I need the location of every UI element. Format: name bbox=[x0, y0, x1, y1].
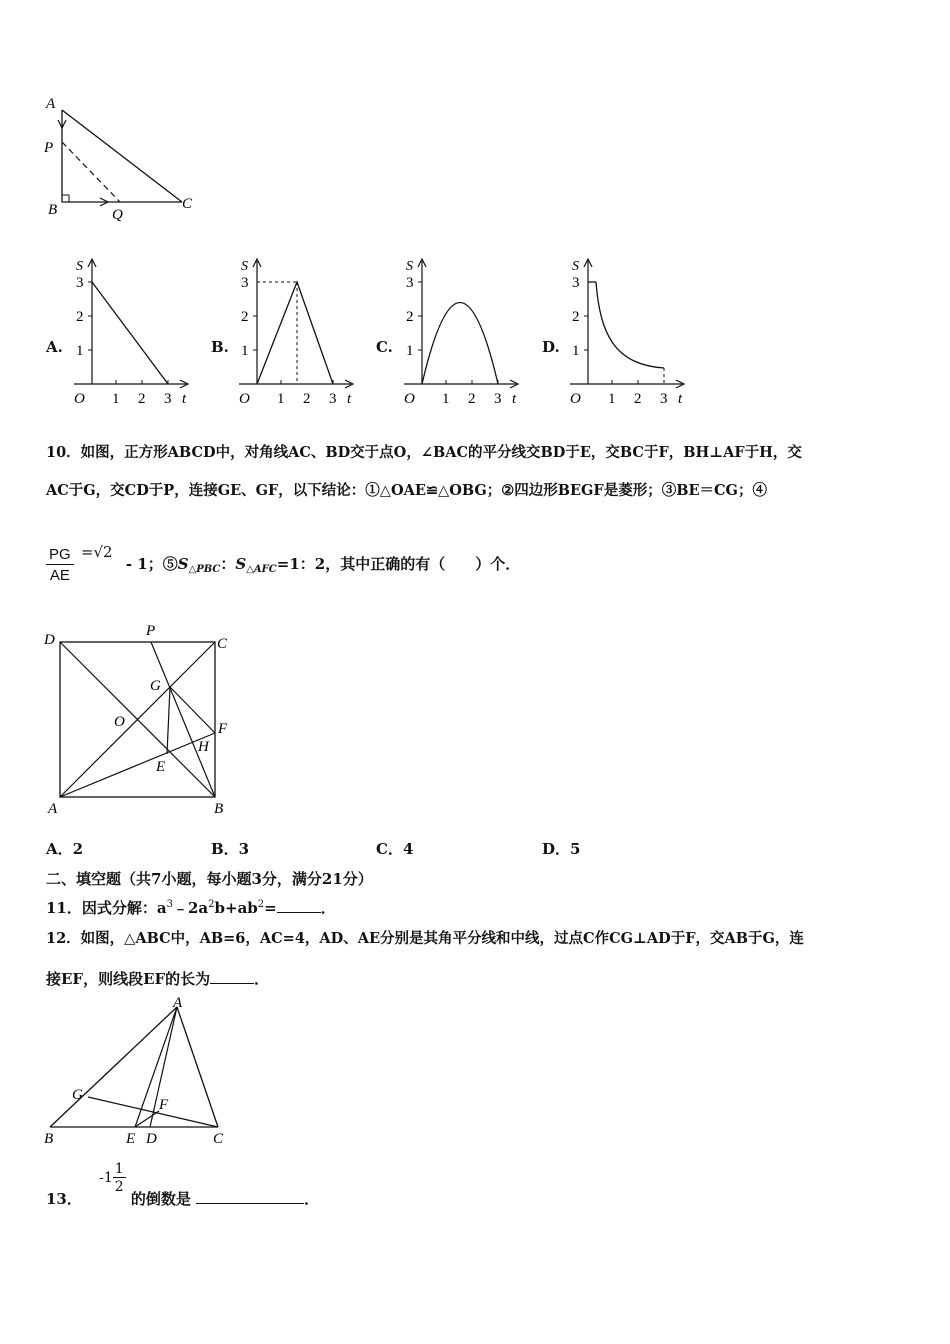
q13-mixed-number bbox=[99, 1162, 126, 1194]
q9-graph-d[interactable] bbox=[564, 253, 694, 411]
x-tick-2: 2 bbox=[468, 391, 476, 407]
q10-square-diagram bbox=[40, 620, 240, 820]
q13-line bbox=[46, 1162, 319, 1207]
label-C: C bbox=[182, 196, 193, 212]
y-tick-2: 2 bbox=[76, 309, 84, 325]
label-C: C bbox=[213, 1131, 224, 1147]
x-tick-1: 1 bbox=[112, 391, 120, 407]
label-G: G bbox=[150, 678, 161, 694]
q11-exp3: 2 bbox=[257, 899, 265, 910]
s-pbc: S bbox=[177, 555, 189, 573]
q11-answer-blank[interactable] bbox=[277, 899, 321, 913]
q9-triangle-diagram bbox=[40, 92, 210, 227]
label-E: E bbox=[156, 759, 166, 775]
x-axis-label: t bbox=[512, 391, 517, 407]
q13-end: ． bbox=[304, 1190, 320, 1208]
label-F: F bbox=[218, 721, 228, 737]
label-C: C bbox=[217, 636, 228, 652]
q12-answer-blank[interactable] bbox=[210, 970, 254, 984]
q9-graph-b[interactable] bbox=[233, 253, 363, 411]
label-A: A bbox=[173, 995, 183, 1011]
q11-line bbox=[46, 899, 336, 916]
fraction-denominator: AE bbox=[49, 567, 70, 584]
origin-label: O bbox=[239, 391, 250, 407]
x-tick-2: 2 bbox=[303, 391, 311, 407]
q12-line2-text: 接EF，则线段EF的长为 bbox=[46, 970, 211, 988]
q11-end: ． bbox=[320, 899, 336, 917]
q13-whole: -1 bbox=[99, 1170, 113, 1186]
label-B: B bbox=[214, 801, 224, 817]
y-tick-2: 2 bbox=[572, 309, 580, 325]
label-D: D bbox=[146, 1131, 157, 1147]
y-axis-label: S bbox=[241, 259, 248, 274]
q12-line1: 12．如图，△ABC中，AB=6，AC=4，AD、AE分别是其角平分线和中线，过点C作CG⊥AD于F，交AB于G，连 bbox=[46, 930, 804, 947]
q13-prefix: 13． bbox=[46, 1190, 82, 1208]
q12-line2 bbox=[46, 970, 269, 987]
label-G: G bbox=[72, 1087, 83, 1103]
q9-graph-a[interactable] bbox=[68, 253, 198, 411]
y-tick-1: 1 bbox=[572, 343, 580, 359]
line3-part-a: - 1；⑤ bbox=[125, 555, 178, 573]
y-axis-label: S bbox=[406, 259, 413, 274]
q9-option-b-label[interactable]: B. bbox=[211, 338, 229, 356]
x-tick-3: 3 bbox=[494, 391, 502, 407]
label-H: H bbox=[198, 739, 209, 755]
y-tick-3: 3 bbox=[406, 275, 414, 291]
q13-denominator: 2 bbox=[114, 1179, 124, 1195]
label-O: O bbox=[114, 714, 125, 730]
label-A: A bbox=[46, 96, 56, 112]
q9-graph-c[interactable] bbox=[398, 253, 528, 411]
q12-end: ． bbox=[254, 970, 270, 988]
q11-exp1: 3 bbox=[166, 899, 173, 910]
label-B: B bbox=[48, 202, 58, 218]
label-Q: Q bbox=[112, 207, 123, 223]
label-B: B bbox=[44, 1131, 54, 1147]
section-heading: 二、填空题（共7小题，每小题3分，满分21分） bbox=[46, 870, 373, 888]
x-axis-label: t bbox=[678, 391, 683, 407]
fraction-numerator: PG bbox=[46, 547, 74, 565]
x-tick-3: 3 bbox=[329, 391, 337, 407]
q13-fraction bbox=[113, 1162, 126, 1194]
ratio-colon: ： bbox=[220, 555, 236, 573]
q13-numerator: 1 bbox=[114, 1161, 124, 1177]
label-P: P bbox=[44, 140, 54, 156]
q9-option-c-label[interactable]: C. bbox=[376, 338, 393, 356]
y-tick-1: 1 bbox=[241, 343, 249, 359]
label-F: F bbox=[159, 1097, 169, 1113]
y-tick-1: 1 bbox=[406, 343, 414, 359]
equation-sqrt2: =√2 bbox=[80, 543, 113, 561]
x-tick-1: 1 bbox=[277, 391, 285, 407]
x-tick-3: 3 bbox=[660, 391, 668, 407]
q11-suffix: = bbox=[264, 899, 277, 917]
line3-part-b: =1：2，其中正确的有（ ）个． bbox=[276, 555, 521, 573]
q10-option-b[interactable]: B．3 bbox=[211, 840, 250, 858]
y-tick-3: 3 bbox=[76, 275, 84, 291]
x-tick-1: 1 bbox=[608, 391, 616, 407]
q9-option-d-label[interactable]: D. bbox=[542, 338, 560, 356]
origin-label: O bbox=[74, 391, 85, 407]
x-tick-2: 2 bbox=[138, 391, 146, 407]
origin-label: O bbox=[570, 391, 581, 407]
y-tick-3: 3 bbox=[241, 275, 249, 291]
y-axis-label: S bbox=[572, 259, 579, 274]
q13-answer-blank[interactable] bbox=[196, 1190, 304, 1204]
s-afc: S bbox=[235, 555, 247, 573]
label-E: E bbox=[126, 1131, 136, 1147]
label-P: P bbox=[146, 623, 156, 639]
x-tick-3: 3 bbox=[164, 391, 172, 407]
label-A: A bbox=[48, 801, 58, 817]
s-pbc-sub: △PBC bbox=[188, 564, 221, 575]
q13-text: 的倒数是 bbox=[130, 1190, 191, 1208]
q10-line2: AC于G，交CD于P，连接GE、GF，以下结论：①△OAE≌△OBG；②四边形BEGF是菱形；③BE＝CG；④ bbox=[46, 482, 767, 499]
q11-mid1: ﹣2a bbox=[172, 899, 209, 917]
y-axis-label: S bbox=[76, 259, 83, 274]
x-axis-label: t bbox=[182, 391, 187, 407]
x-axis-label: t bbox=[347, 391, 352, 407]
x-tick-2: 2 bbox=[634, 391, 642, 407]
q10-line1: 10．如图，正方形ABCD中，对角线AC、BD交于点O，∠BAC的平分线交BD于E，交BC于F，BH⊥AF于H，交 bbox=[46, 444, 802, 461]
y-tick-1: 1 bbox=[76, 343, 84, 359]
fraction-pg-ae bbox=[46, 547, 74, 583]
q10-line3 bbox=[46, 545, 520, 583]
q11-prefix: 11．因式分解：a bbox=[46, 899, 167, 917]
origin-label: O bbox=[404, 391, 415, 407]
s-afc-sub: △AFC bbox=[246, 564, 277, 575]
q11-exp2: 2 bbox=[208, 899, 215, 910]
q12-triangle-diagram bbox=[40, 995, 240, 1150]
label-D: D bbox=[44, 632, 55, 648]
x-tick-1: 1 bbox=[442, 391, 450, 407]
q11-mid2: b+ab bbox=[214, 899, 258, 917]
q9-option-a-label[interactable]: A. bbox=[46, 338, 63, 356]
q10-option-a[interactable]: A．2 bbox=[46, 840, 84, 858]
y-tick-2: 2 bbox=[241, 309, 249, 325]
y-tick-3: 3 bbox=[572, 275, 580, 291]
y-tick-2: 2 bbox=[406, 309, 414, 325]
q10-option-d[interactable]: D．5 bbox=[542, 840, 581, 858]
q10-option-c[interactable]: C．4 bbox=[376, 840, 414, 858]
